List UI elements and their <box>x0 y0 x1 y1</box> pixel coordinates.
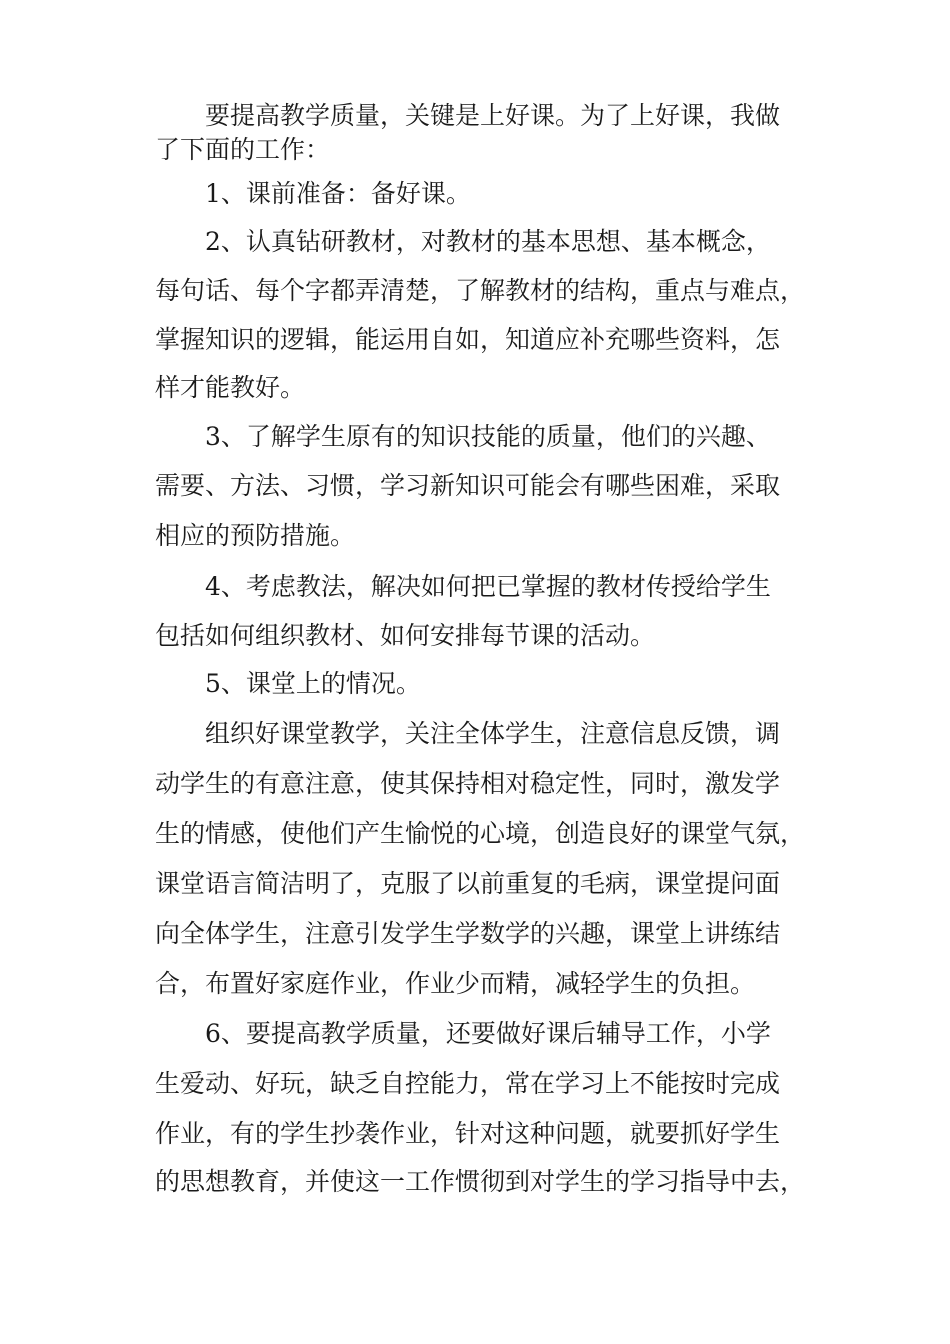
text-line: 组织好课堂教学，关注全体学生，注意信息反馈，调 <box>205 719 781 748</box>
text-line: 包括如何组织教材、如何安排每节课的活动。 <box>155 621 656 650</box>
text-line: 6、要提高教学质量，还要做好课后辅导工作，小学 <box>205 1019 771 1048</box>
text-line: 5、课堂上的情况。 <box>205 669 421 698</box>
text-line: 课堂语言简洁明了，克服了以前重复的毛病，课堂提问面 <box>155 869 781 898</box>
text-line: 生爱动、好玩，缺乏自控能力，常在学习上不能按时完成 <box>155 1069 781 1098</box>
text-line: 每句话、每个字都弄清楚，了解教材的结构，重点与难点， <box>155 276 806 305</box>
text-line: 4、考虑教法，解决如何把已掌握的教材传授给学生 <box>205 572 771 601</box>
text-line: 需要、方法、习惯，学习新知识可能会有哪些困难，采取 <box>155 471 781 500</box>
text-line: 掌握知识的逻辑，能运用自如，知道应补充哪些资料，怎 <box>155 325 781 354</box>
text-line: 相应的预防措施。 <box>155 521 356 550</box>
text-line: 作业，有的学生抄袭作业，针对这种问题，就要抓好学生 <box>155 1119 781 1148</box>
text-line: 动学生的有意注意，使其保持相对稳定性，同时，激发学 <box>155 769 781 798</box>
text-line: 合，布置好家庭作业，作业少而精，减轻学生的负担。 <box>155 969 756 998</box>
text-line: 3、了解学生原有的知识技能的质量，他们的兴趣、 <box>205 422 771 451</box>
text-line: 了下面的工作： <box>155 135 331 164</box>
text-line: 2、认真钻研教材，对教材的基本思想、基本概念， <box>205 227 771 256</box>
text-line: 生的情感，使他们产生愉悦的心境，创造良好的课堂气氛， <box>155 819 806 848</box>
text-line: 要提高教学质量，关键是上好课。为了上好课，我做 <box>205 101 781 130</box>
text-line: 1、课前准备：备好课。 <box>205 179 471 208</box>
text-line: 向全体学生，注意引发学生学数学的兴趣，课堂上讲练结 <box>155 919 781 948</box>
text-line: 样才能教好。 <box>155 373 306 402</box>
text-line: 的思想教育，并使这一工作惯彻到对学生的学习指导中去， <box>155 1167 806 1196</box>
